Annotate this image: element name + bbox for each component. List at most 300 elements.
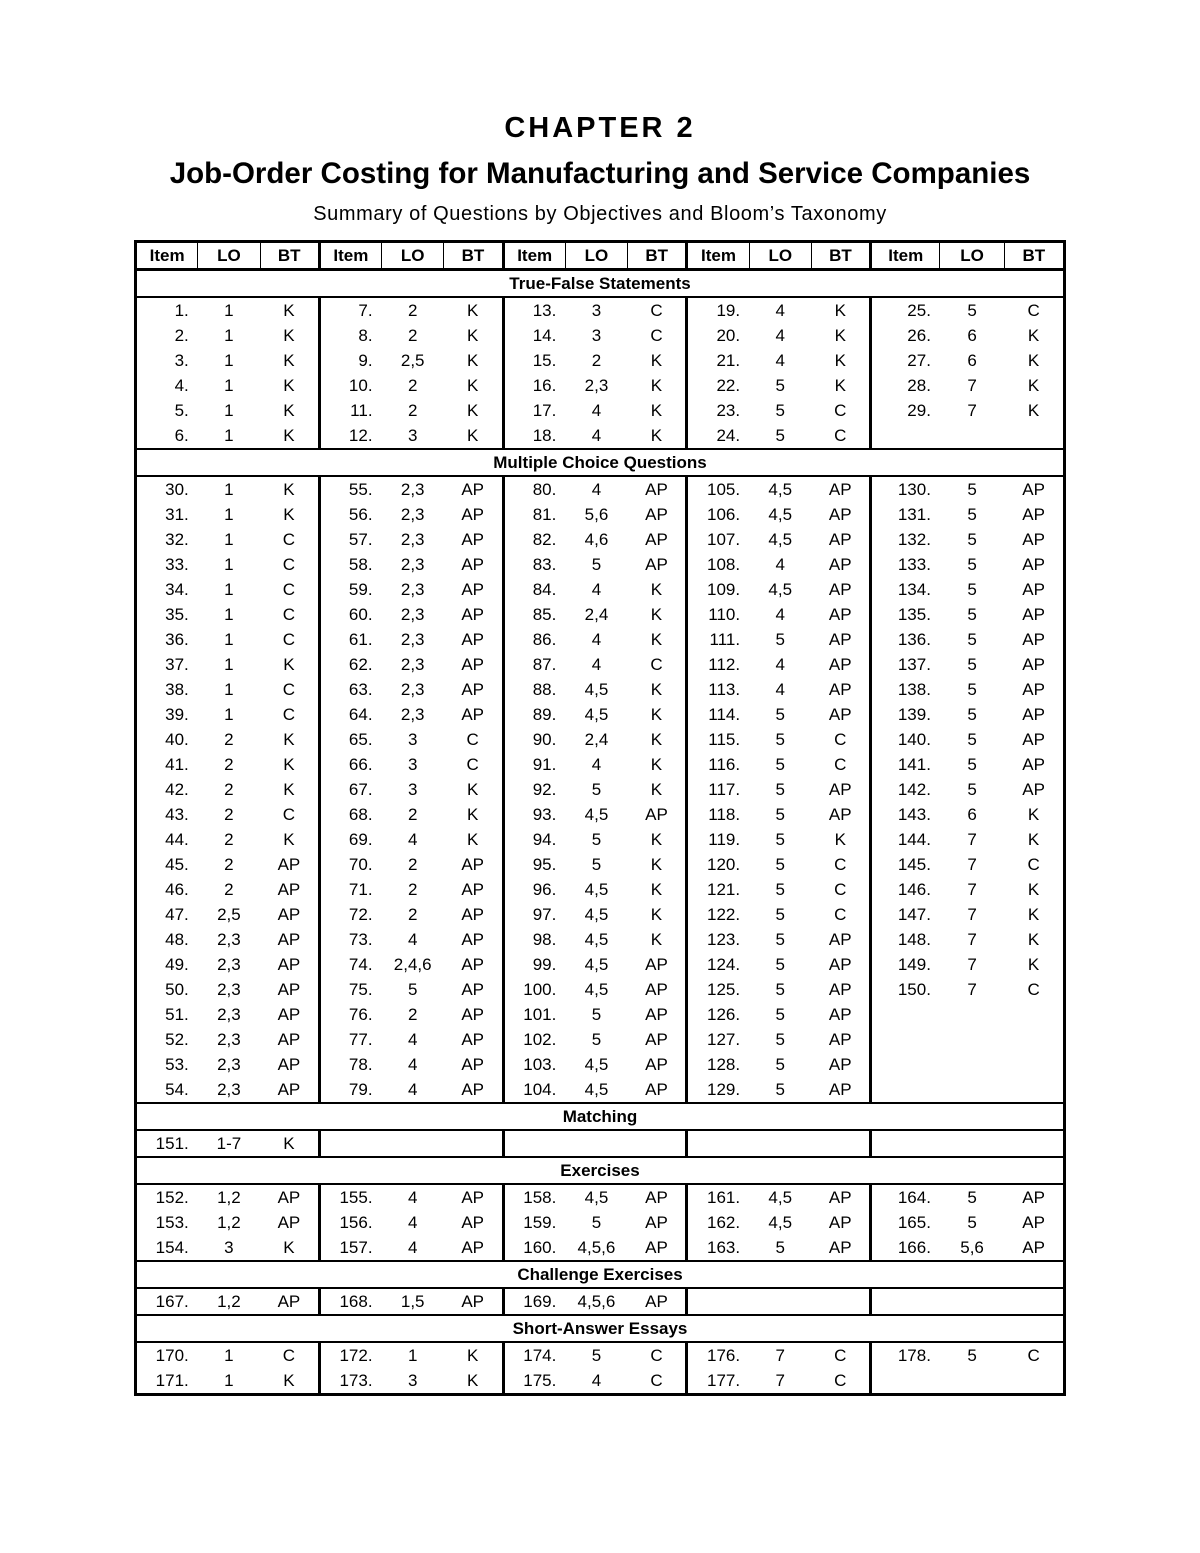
item-cell: 24. bbox=[716, 426, 741, 445]
bt-cell: AP bbox=[811, 577, 870, 602]
bt-cell: AP bbox=[628, 802, 687, 827]
bt-cell: AP bbox=[444, 927, 503, 952]
item-cell: 96. bbox=[532, 880, 557, 899]
bt-cell: C bbox=[260, 627, 319, 652]
item-cell: 85. bbox=[532, 605, 557, 624]
lo-cell: 4,5 bbox=[584, 930, 609, 949]
bt-cell: K bbox=[444, 323, 503, 348]
bt-cell: K bbox=[444, 373, 503, 398]
lo-cell: 5 bbox=[775, 630, 785, 649]
table-row bbox=[136, 1368, 1065, 1395]
lo-cell: 4 bbox=[775, 555, 785, 574]
lo-cell: 5 bbox=[967, 480, 977, 499]
bt-cell: AP bbox=[811, 802, 870, 827]
item-cell: 55. bbox=[348, 480, 373, 499]
bt-cell: AP bbox=[628, 977, 687, 1002]
table-row bbox=[136, 802, 1065, 827]
item-cell: 99. bbox=[532, 955, 557, 974]
lo-cell: 4 bbox=[591, 426, 602, 445]
lo-cell bbox=[940, 1052, 1004, 1077]
column-header-bt: BT bbox=[811, 242, 870, 270]
item-cell: 1. bbox=[174, 301, 189, 320]
item-cell: 61. bbox=[348, 630, 373, 649]
bt-cell: AP bbox=[444, 527, 503, 552]
bt-cell: AP bbox=[811, 652, 870, 677]
bt-cell bbox=[1004, 1052, 1064, 1077]
item-cell: 161. bbox=[707, 1188, 741, 1207]
bt-cell bbox=[1004, 1027, 1064, 1052]
bt-cell: C bbox=[260, 702, 319, 727]
lo-cell: 2 bbox=[407, 855, 418, 874]
lo-cell: 3 bbox=[591, 301, 602, 320]
item-cell: 168. bbox=[339, 1292, 373, 1311]
item-cell: 178. bbox=[897, 1346, 931, 1365]
lo-cell: 2,3 bbox=[400, 630, 425, 649]
lo-cell: 4,5 bbox=[768, 580, 793, 599]
bt-cell: K bbox=[628, 902, 687, 927]
bt-cell: AP bbox=[1022, 655, 1045, 674]
item-cell: 134. bbox=[897, 580, 931, 599]
table-row bbox=[136, 827, 1065, 852]
bt-cell: AP bbox=[811, 1184, 870, 1210]
section-title: Exercises bbox=[136, 1157, 1065, 1184]
bt-cell: AP bbox=[1022, 755, 1045, 774]
table-row bbox=[136, 398, 1065, 423]
bt-cell: AP bbox=[260, 902, 319, 927]
section-header-row bbox=[136, 1103, 1065, 1130]
table-row bbox=[136, 902, 1065, 927]
item-cell: 93. bbox=[532, 805, 557, 824]
bt-cell: C bbox=[811, 423, 870, 449]
item-cell: 103. bbox=[523, 1055, 557, 1074]
item-cell: 3. bbox=[174, 351, 189, 370]
item-cell: 177. bbox=[707, 1371, 741, 1390]
bt-cell: K bbox=[260, 1130, 319, 1157]
item-cell: 128. bbox=[707, 1055, 741, 1074]
item-cell: 7. bbox=[358, 301, 373, 320]
bt-cell: K bbox=[628, 577, 687, 602]
item-cell: 48. bbox=[165, 930, 189, 949]
item-cell bbox=[871, 1052, 940, 1077]
table-row bbox=[136, 702, 1065, 727]
item-cell bbox=[503, 1130, 565, 1157]
bt-cell: AP bbox=[628, 1210, 687, 1235]
item-cell: 12. bbox=[348, 426, 373, 445]
item-cell: 116. bbox=[708, 755, 741, 774]
lo-cell: 5 bbox=[591, 830, 602, 849]
lo-cell: 3 bbox=[407, 730, 418, 749]
document-title: Job-Order Costing for Manufacturing and Service Companies bbox=[169, 157, 1031, 190]
lo-cell: 2,3 bbox=[584, 376, 609, 395]
item-cell: 44. bbox=[165, 830, 189, 849]
table-row bbox=[136, 552, 1065, 577]
bt-cell: K bbox=[260, 398, 319, 423]
item-cell: 167. bbox=[155, 1292, 189, 1311]
lo-cell: 5 bbox=[591, 780, 602, 799]
item-cell: 75. bbox=[348, 980, 373, 999]
item-cell: 148. bbox=[897, 930, 931, 949]
bt-cell: AP bbox=[444, 677, 503, 702]
item-cell: 145. bbox=[897, 855, 931, 874]
lo-cell: 4 bbox=[407, 1030, 418, 1049]
item-cell: 18. bbox=[532, 426, 557, 445]
lo-cell: 5 bbox=[775, 980, 785, 999]
lo-cell: 5 bbox=[775, 955, 785, 974]
bt-cell: C bbox=[444, 752, 503, 777]
item-cell: 21. bbox=[716, 351, 741, 370]
item-cell: 28. bbox=[907, 376, 931, 395]
bt-cell: AP bbox=[628, 1052, 687, 1077]
lo-cell: 2 bbox=[224, 755, 234, 774]
table-row bbox=[136, 677, 1065, 702]
item-cell: 53. bbox=[165, 1055, 189, 1074]
lo-cell: 5 bbox=[967, 780, 977, 799]
bt-cell: K bbox=[1027, 376, 1040, 395]
bt-cell: AP bbox=[628, 502, 687, 527]
lo-cell: 1 bbox=[224, 480, 234, 499]
table-row bbox=[136, 1235, 1065, 1261]
bt-cell: AP bbox=[811, 927, 870, 952]
lo-cell: 1 bbox=[224, 705, 234, 724]
lo-cell: 1 bbox=[224, 326, 234, 345]
lo-cell: 4 bbox=[407, 1238, 418, 1257]
bt-cell: K bbox=[260, 502, 319, 527]
bt-cell: AP bbox=[260, 1184, 319, 1210]
item-cell: 158. bbox=[523, 1188, 557, 1207]
lo-cell bbox=[940, 1002, 1004, 1027]
bt-cell bbox=[1004, 1077, 1064, 1103]
lo-cell: 5 bbox=[775, 1005, 785, 1024]
bt-cell: C bbox=[811, 398, 870, 423]
bt-cell: K bbox=[628, 727, 687, 752]
table-row bbox=[136, 423, 1065, 449]
lo-cell: 1 bbox=[224, 426, 234, 445]
lo-cell: 2 bbox=[591, 351, 602, 370]
item-cell: 19. bbox=[716, 301, 741, 320]
bt-cell: K bbox=[260, 423, 319, 449]
bt-cell: C bbox=[260, 1342, 319, 1368]
bt-cell: K bbox=[628, 423, 687, 449]
bt-cell: C bbox=[628, 323, 687, 348]
bt-cell: AP bbox=[1022, 705, 1045, 724]
item-cell: 151. bbox=[155, 1134, 189, 1153]
lo-cell: 2 bbox=[224, 780, 234, 799]
lo-cell bbox=[565, 1130, 627, 1157]
lo-cell: 5 bbox=[775, 401, 785, 420]
lo-cell: 3 bbox=[407, 780, 418, 799]
bt-cell: K bbox=[1027, 930, 1040, 949]
lo-cell: 3 bbox=[407, 426, 418, 445]
item-cell: 112. bbox=[708, 655, 741, 674]
item-cell: 150. bbox=[897, 980, 931, 999]
table-row bbox=[136, 1130, 1065, 1157]
lo-cell: 1 bbox=[224, 1346, 234, 1365]
lo-cell: 1 bbox=[224, 401, 234, 420]
item-cell: 4. bbox=[174, 376, 189, 395]
bt-cell: AP bbox=[260, 1210, 319, 1235]
lo-cell: 3 bbox=[407, 1371, 418, 1390]
item-cell: 81. bbox=[532, 505, 557, 524]
item-cell: 70. bbox=[348, 855, 373, 874]
lo-cell: 5 bbox=[775, 930, 785, 949]
lo-cell: 2 bbox=[224, 805, 234, 824]
item-cell bbox=[319, 1130, 381, 1157]
item-cell: 43. bbox=[165, 805, 189, 824]
lo-cell: 1 bbox=[224, 376, 234, 395]
lo-cell: 5 bbox=[591, 855, 602, 874]
item-cell: 65. bbox=[348, 730, 373, 749]
lo-cell: 5 bbox=[967, 1213, 977, 1232]
bt-cell: C bbox=[628, 297, 687, 323]
lo-cell: 7 bbox=[775, 1371, 785, 1390]
bt-cell: AP bbox=[628, 476, 687, 502]
lo-cell: 5 bbox=[407, 980, 418, 999]
lo-cell: 4,5 bbox=[768, 1188, 793, 1207]
item-cell: 77. bbox=[348, 1030, 373, 1049]
item-cell: 2. bbox=[174, 326, 189, 345]
item-cell: 119. bbox=[708, 830, 741, 849]
item-cell: 23. bbox=[716, 401, 741, 420]
item-cell: 73. bbox=[348, 930, 373, 949]
lo-cell bbox=[382, 1130, 444, 1157]
item-cell: 39. bbox=[165, 705, 189, 724]
item-cell: 33. bbox=[165, 555, 189, 574]
lo-cell: 5 bbox=[591, 1005, 602, 1024]
item-cell: 173. bbox=[339, 1371, 373, 1390]
item-cell: 118. bbox=[708, 805, 741, 824]
bt-cell: K bbox=[444, 827, 503, 852]
lo-cell: 4 bbox=[775, 605, 785, 624]
item-cell: 63. bbox=[348, 680, 373, 699]
item-cell: 105. bbox=[707, 480, 741, 499]
bt-cell: AP bbox=[811, 1235, 870, 1261]
lo-cell: 5 bbox=[775, 880, 785, 899]
lo-cell: 5 bbox=[591, 1346, 602, 1365]
table-row bbox=[136, 602, 1065, 627]
summary-table bbox=[134, 240, 1066, 1396]
table-row bbox=[136, 577, 1065, 602]
item-cell: 35. bbox=[165, 605, 189, 624]
lo-cell: 5 bbox=[775, 805, 785, 824]
bt-cell: K bbox=[260, 1235, 319, 1261]
section-header-row bbox=[136, 1157, 1065, 1184]
header-row bbox=[136, 242, 1065, 270]
bt-cell: C bbox=[444, 727, 503, 752]
bt-cell: AP bbox=[628, 552, 687, 577]
bt-cell bbox=[1004, 423, 1064, 449]
lo-cell: 5 bbox=[591, 555, 602, 574]
lo-cell: 4 bbox=[775, 680, 785, 699]
lo-cell: 2,3 bbox=[217, 980, 241, 999]
section-title: Challenge Exercises bbox=[136, 1261, 1065, 1288]
item-cell: 54. bbox=[165, 1080, 189, 1099]
lo-cell: 5 bbox=[775, 1238, 785, 1257]
bt-cell: AP bbox=[444, 977, 503, 1002]
bt-cell: C bbox=[260, 552, 319, 577]
item-cell: 42. bbox=[165, 780, 189, 799]
bt-cell: AP bbox=[1022, 1188, 1045, 1207]
bt-cell: K bbox=[260, 323, 319, 348]
bt-cell: K bbox=[260, 476, 319, 502]
bt-cell: AP bbox=[628, 527, 687, 552]
column-header-item: Item bbox=[136, 242, 198, 270]
item-cell: 72. bbox=[348, 905, 373, 924]
item-cell: 166. bbox=[897, 1238, 931, 1257]
bt-cell: AP bbox=[444, 1052, 503, 1077]
lo-cell: 5 bbox=[775, 855, 785, 874]
bt-cell: AP bbox=[444, 476, 503, 502]
bt-cell: K bbox=[260, 652, 319, 677]
item-cell: 58. bbox=[348, 555, 373, 574]
bt-cell: K bbox=[1027, 805, 1040, 824]
lo-cell: 1 bbox=[224, 605, 234, 624]
lo-cell: 4 bbox=[775, 326, 785, 345]
lo-cell bbox=[940, 1130, 1004, 1157]
lo-cell: 2,3 bbox=[400, 705, 425, 724]
bt-cell: AP bbox=[1022, 530, 1045, 549]
item-cell: 157. bbox=[339, 1238, 373, 1257]
item-cell: 138. bbox=[897, 680, 931, 699]
lo-cell: 5 bbox=[775, 755, 785, 774]
column-header-bt: BT bbox=[628, 242, 687, 270]
lo-cell: 5 bbox=[967, 730, 977, 749]
item-cell: 26. bbox=[907, 326, 931, 345]
bt-cell: C bbox=[811, 727, 870, 752]
lo-cell: 2 bbox=[407, 880, 418, 899]
lo-cell: 5 bbox=[967, 1346, 977, 1365]
bt-cell: K bbox=[811, 323, 870, 348]
item-cell: 20. bbox=[716, 326, 741, 345]
bt-cell: K bbox=[444, 423, 503, 449]
lo-cell: 5 bbox=[775, 730, 785, 749]
item-cell: 41. bbox=[165, 755, 189, 774]
bt-cell: AP bbox=[628, 1002, 687, 1027]
lo-cell: 5 bbox=[967, 655, 977, 674]
item-cell: 155. bbox=[339, 1188, 373, 1207]
bt-cell: K bbox=[444, 1342, 503, 1368]
lo-cell: 4 bbox=[407, 930, 418, 949]
item-cell: 9. bbox=[358, 351, 373, 370]
item-cell: 102. bbox=[523, 1030, 557, 1049]
lo-cell: 4,5 bbox=[584, 680, 609, 699]
lo-cell: 4 bbox=[775, 655, 785, 674]
item-cell: 122. bbox=[707, 905, 741, 924]
bt-cell: AP bbox=[1022, 780, 1045, 799]
item-cell: 153. bbox=[155, 1213, 189, 1232]
lo-cell: 7 bbox=[967, 930, 977, 949]
item-cell: 131. bbox=[897, 505, 931, 524]
item-cell: 160. bbox=[523, 1238, 557, 1257]
item-cell: 88. bbox=[532, 680, 557, 699]
bt-cell: AP bbox=[811, 627, 870, 652]
item-cell: 100. bbox=[523, 980, 557, 999]
bt-cell: K bbox=[444, 1368, 503, 1395]
lo-cell: 3 bbox=[224, 1238, 234, 1257]
item-cell: 82. bbox=[532, 530, 557, 549]
lo-cell: 1 bbox=[224, 351, 234, 370]
bt-cell: C bbox=[1027, 1346, 1040, 1365]
bt-cell: AP bbox=[444, 502, 503, 527]
bt-cell: AP bbox=[444, 1184, 503, 1210]
item-cell: 154. bbox=[155, 1238, 189, 1257]
lo-cell: 4,5 bbox=[584, 805, 609, 824]
bt-cell: AP bbox=[628, 1235, 687, 1261]
lo-cell: 6 bbox=[967, 805, 977, 824]
lo-cell: 7 bbox=[967, 376, 977, 395]
bt-cell: K bbox=[628, 927, 687, 952]
item-cell bbox=[871, 423, 940, 449]
table-row bbox=[136, 1027, 1065, 1052]
bt-cell: K bbox=[1027, 880, 1040, 899]
lo-cell: 1 bbox=[224, 580, 234, 599]
lo-cell: 5,6 bbox=[960, 1238, 984, 1257]
table-row bbox=[136, 348, 1065, 373]
lo-cell: 5 bbox=[967, 680, 977, 699]
lo-cell: 5 bbox=[775, 830, 785, 849]
bt-cell bbox=[1004, 1368, 1064, 1395]
item-cell: 101. bbox=[523, 1005, 557, 1024]
lo-cell: 2 bbox=[407, 805, 418, 824]
bt-cell: K bbox=[260, 727, 319, 752]
lo-cell: 7 bbox=[967, 401, 977, 420]
bt-cell: K bbox=[628, 852, 687, 877]
section-title: Short-Answer Essays bbox=[136, 1315, 1065, 1342]
item-cell: 136. bbox=[897, 630, 931, 649]
item-cell bbox=[871, 1027, 940, 1052]
column-header-bt: BT bbox=[260, 242, 319, 270]
item-cell: 69. bbox=[348, 830, 373, 849]
item-cell: 171. bbox=[155, 1371, 189, 1390]
item-cell: 30. bbox=[165, 480, 189, 499]
bt-cell: C bbox=[628, 652, 687, 677]
lo-cell: 2 bbox=[407, 376, 418, 395]
item-cell: 169. bbox=[523, 1292, 557, 1311]
lo-cell: 2,3 bbox=[217, 1005, 241, 1024]
bt-cell: AP bbox=[444, 852, 503, 877]
bt-cell: C bbox=[1027, 980, 1040, 999]
column-header-bt: BT bbox=[444, 242, 503, 270]
lo-cell: 2 bbox=[407, 301, 418, 320]
document-subtitle: Summary of Questions by Objectives and Bloom’s Taxonomy bbox=[313, 203, 887, 225]
bt-cell bbox=[1004, 1288, 1064, 1315]
item-cell: 110. bbox=[708, 605, 741, 624]
bt-cell: C bbox=[811, 1368, 870, 1395]
table-row bbox=[136, 1184, 1065, 1210]
bt-cell: AP bbox=[628, 1077, 687, 1103]
item-cell bbox=[871, 1288, 940, 1315]
bt-cell: AP bbox=[811, 677, 870, 702]
item-cell: 98. bbox=[532, 930, 557, 949]
item-cell: 62. bbox=[348, 655, 373, 674]
lo-cell: 1,2 bbox=[217, 1188, 241, 1207]
item-cell: 94. bbox=[532, 830, 557, 849]
table-row bbox=[136, 1288, 1065, 1315]
bt-cell bbox=[811, 1130, 870, 1157]
bt-cell: C bbox=[260, 802, 319, 827]
lo-cell bbox=[749, 1288, 811, 1315]
lo-cell: 4 bbox=[407, 1188, 418, 1207]
bt-cell: AP bbox=[811, 977, 870, 1002]
item-cell: 139. bbox=[897, 705, 931, 724]
lo-cell: 4 bbox=[407, 830, 418, 849]
table-row bbox=[136, 1077, 1065, 1103]
item-cell: 140. bbox=[897, 730, 931, 749]
item-cell: 51. bbox=[165, 1005, 189, 1024]
column-header-item: Item bbox=[319, 242, 381, 270]
lo-cell: 4 bbox=[407, 1080, 418, 1099]
bt-cell: AP bbox=[444, 577, 503, 602]
item-cell: 22. bbox=[716, 376, 741, 395]
